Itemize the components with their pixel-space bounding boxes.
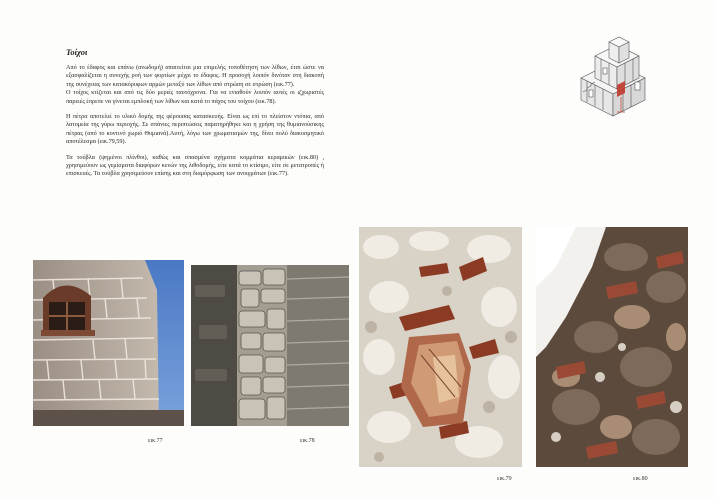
body-text: [66, 64, 324, 186]
figure-77-caption: εικ.77: [148, 438, 163, 444]
figure-79-photo: [359, 227, 522, 467]
paragraph-3: Η πέτρα αποτελεί το υλικό δομής της φέρουσας κατασκευής. Είναι ως επί το πλείστον ντόπια, από λατομεία της γύρω περιοχής. Σε σπάνιες περιπτώσεις παρατηρήθηκε και η χρήση της θυμιανούσικης πέτρας (από το κοντινό χωριό Θυμιανά).Αυτή, λόγω των χρωματισμών της, δίνει πολύ διακοσμητικό αποτέλεσμα (εικ.79,59).: [66, 113, 324, 146]
thymiana-stone-closeup-photo-icon: [359, 227, 522, 467]
stone-wall-corner-photo-icon: [191, 265, 349, 426]
figure-80-photo: [536, 227, 688, 467]
figure-80-caption: εικ.80: [633, 476, 648, 482]
paragraph-2: Ο τοίχος κτίζεται και από τις δύο μεριές ταυτόχρονα. Για να ενιαθούν λοιπόν αυτές οι ιζχωριστές παρειές έπρεπε να γίνεται εμπλοκή των λίθων και κατά το πάχος του τοίχου (εικ.78).: [66, 89, 324, 105]
paragraph-4: Τα τούβλα (ψημένοι πλίνθοι), καθώς και σπασμένα σχήματα κομμάτια κεραμικών (εικ.80) , χρησιμεύουν ως γεμίσματα διαφόρων κενών της λιθοδομής, είτε κατά το κτίσιμο, είτε σε μετατροπές ή επισκευές. Τα τούβλα χρησιμεύουν επίσης και στη διαμόρφωση των ανοιγμάτων (εικ.77).: [66, 153, 324, 178]
isometric-house-drawing-icon: [573, 30, 655, 122]
paragraph-1: Από το έδαφος και επάνω (ανωδομή) απαιτείται μια επιμελής τοποθέτηση των λίθων, έτσι ώστε να εξασφαλίζεται η συνεχής ροή των φορτίων μέχρι το έδαφος. Η προσοχή λοιπόν δινόταν στη διακοπή της συνέχειας των κατακόρυφων αρμών μεταξύ των λίθων από στρώση σε στρώση (εικ.77).: [66, 64, 324, 88]
stone-wall-window-photo-icon: [33, 260, 184, 426]
figure-78-photo: [191, 265, 349, 426]
figure-79-caption: εικ.79: [497, 476, 512, 482]
section-title: Τοίχοι: [66, 47, 88, 57]
brick-fill-masonry-photo-icon: [536, 227, 688, 467]
figure-77-photo: [33, 260, 184, 426]
figure-78-caption: εικ.78: [300, 438, 315, 444]
